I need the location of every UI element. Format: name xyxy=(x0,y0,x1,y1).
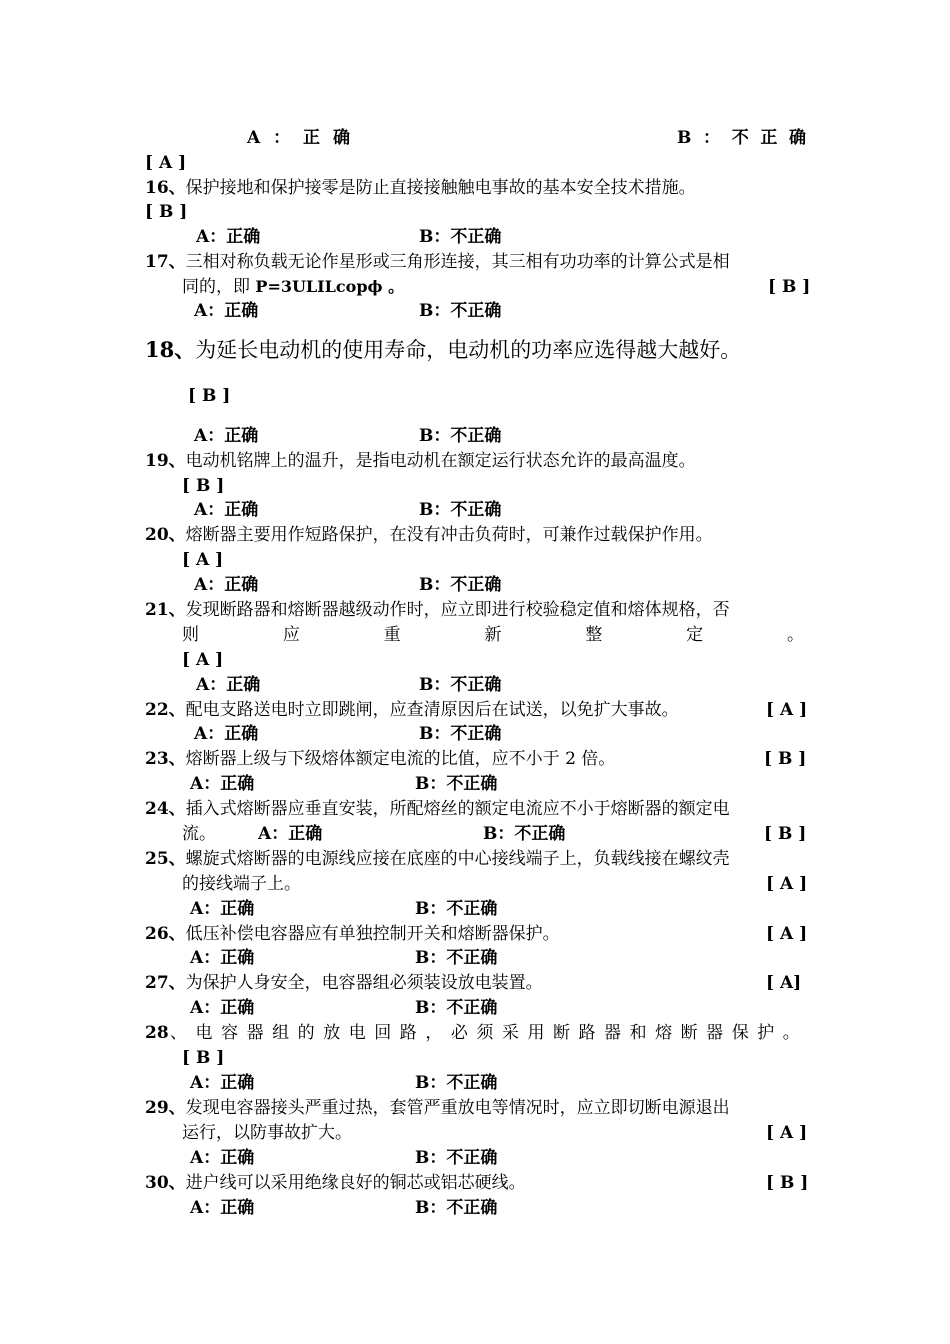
q21-answer: [ A ] xyxy=(182,650,224,670)
q26-option-b: B：不正确 xyxy=(415,948,498,968)
q16-option-b: B：不正确 xyxy=(419,227,502,247)
q28-option-b: B：不正确 xyxy=(415,1073,498,1093)
q27-answer: [ A] xyxy=(766,973,802,993)
q23-answer: [ B ] xyxy=(764,749,807,769)
q18-answer: [ B ] xyxy=(188,386,231,406)
q15-option-a: A ： 正 确 xyxy=(247,128,350,148)
q25-question-line2: 的接线端子上。 xyxy=(182,874,301,894)
q15-option-b: B ： 不 正 确 xyxy=(677,128,806,148)
q20-option-a: A：正确 xyxy=(194,575,259,595)
q22-option-a: A：正确 xyxy=(194,724,259,744)
q30-answer: [ B ] xyxy=(766,1173,809,1193)
q19-option-b: B：不正确 xyxy=(419,500,502,520)
q20-question: 20、熔断器主要用作短路保护，在没有冲击负荷时，可兼作过载保护作用。 xyxy=(145,525,713,545)
q16-option-a: A：正确 xyxy=(196,227,261,247)
q23-option-a: A：正确 xyxy=(190,774,255,794)
q26-option-a: A：正确 xyxy=(190,948,255,968)
q29-option-a: A：正确 xyxy=(190,1148,255,1168)
q20-option-b: B：不正确 xyxy=(419,575,502,595)
q22-option-b: B：不正确 xyxy=(419,724,502,744)
q29-answer: [ A ] xyxy=(766,1123,808,1143)
q28-option-a: A：正确 xyxy=(190,1073,255,1093)
q18-option-a: A：正确 xyxy=(194,426,259,446)
q24-option-b: B：不正确 xyxy=(483,824,566,844)
q17-question-line2: 同的，即 P=3ULILcopϕ 。 xyxy=(182,277,405,297)
q17-question: 17、三相对称负载无论作星形或三角形连接，其三相有功功率的计算公式是相 xyxy=(145,252,730,272)
q27-question: 27、为保护人身安全，电容器组必须装设放电装置。 xyxy=(145,973,543,993)
q28-question: 、 电 容 器 组 的 放 电 回 路 ， 必 须 采 用 断 路 器 和 熔 断 器 保 护 。 xyxy=(170,1023,800,1043)
q21-question: 21、发现断路器和熔断器越级动作时，应立即进行校验稳定值和熔体规格，否 xyxy=(145,600,730,620)
q19-question: 19、电动机铭牌上的温升，是指电动机在额定运行状态允许的最高温度。 xyxy=(145,451,696,471)
q24-question: 24、插入式熔断器应垂直安装，所配熔丝的额定电流应不小于熔断器的额定电 xyxy=(145,799,730,819)
q30-option-a: A：正确 xyxy=(190,1198,255,1218)
q16-question: 16、保护接地和保护接零是防止直接接触触电事故的基本安全技术措施。 xyxy=(145,178,696,198)
q19-answer: [ B ] xyxy=(182,476,225,496)
q23-question: 23、熔断器上级与下级熔体额定电流的比值，应不小于 2 倍。 xyxy=(145,749,616,769)
q27-option-a: A：正确 xyxy=(190,998,255,1018)
q17-option-a: A：正确 xyxy=(194,301,259,321)
q15-answer: [ A ] xyxy=(145,153,187,173)
q25-answer: [ A ] xyxy=(766,874,808,894)
q21-option-a: A：正确 xyxy=(196,675,261,695)
q27-option-b: B：不正确 xyxy=(415,998,498,1018)
q25-option-b: B：不正确 xyxy=(415,899,498,919)
q22-question: 22、配电支路送电时立即跳闸，应查清原因后在试送，以免扩大事故。 xyxy=(145,700,679,720)
q30-option-b: B：不正确 xyxy=(415,1198,498,1218)
q21-option-b: B：不正确 xyxy=(419,675,502,695)
q29-option-b: B：不正确 xyxy=(415,1148,498,1168)
q24-option-a: A：正确 xyxy=(258,824,323,844)
q23-option-b: B：不正确 xyxy=(415,774,498,794)
q28-number: 28 xyxy=(145,1023,169,1043)
q30-question: 30、进户线可以采用绝缘良好的铜芯或铝芯硬线。 xyxy=(145,1173,526,1193)
q25-option-a: A：正确 xyxy=(190,899,255,919)
q17-formula: P=3ULILcopϕ 。 xyxy=(255,277,405,296)
q22-answer: [ A ] xyxy=(766,700,808,720)
q21-question-line2: 则 应 重 新 整 定 。 xyxy=(182,625,804,645)
q16-answer: [ B ] xyxy=(145,202,188,222)
q20-answer: [ A ] xyxy=(182,550,224,570)
q18-option-b: B：不正确 xyxy=(419,426,502,446)
q24-question-line2: 流。 xyxy=(182,824,216,844)
q29-question-line2: 运行，以防事故扩大。 xyxy=(182,1123,352,1143)
q28-answer: [ B ] xyxy=(182,1048,225,1068)
q29-question: 29、发现电容器接头严重过热，套管严重放电等情况时，应立即切断电源退出 xyxy=(145,1098,730,1118)
q17-answer: [ B ] xyxy=(768,277,811,297)
q17-option-b: B：不正确 xyxy=(419,301,502,321)
q26-question: 26、低压补偿电容器应有单独控制开关和熔断器保护。 xyxy=(145,924,560,944)
q26-answer: [ A ] xyxy=(766,924,808,944)
q24-answer: [ B ] xyxy=(764,824,807,844)
q25-question: 25、螺旋式熔断器的电源线应接在底座的中心接线端子上，负载线接在螺纹壳 xyxy=(145,849,730,869)
q19-option-a: A：正确 xyxy=(194,500,259,520)
q18-question: 18、为延长电动机的使用寿命，电动机的功率应选得越大越好。 xyxy=(145,337,742,362)
